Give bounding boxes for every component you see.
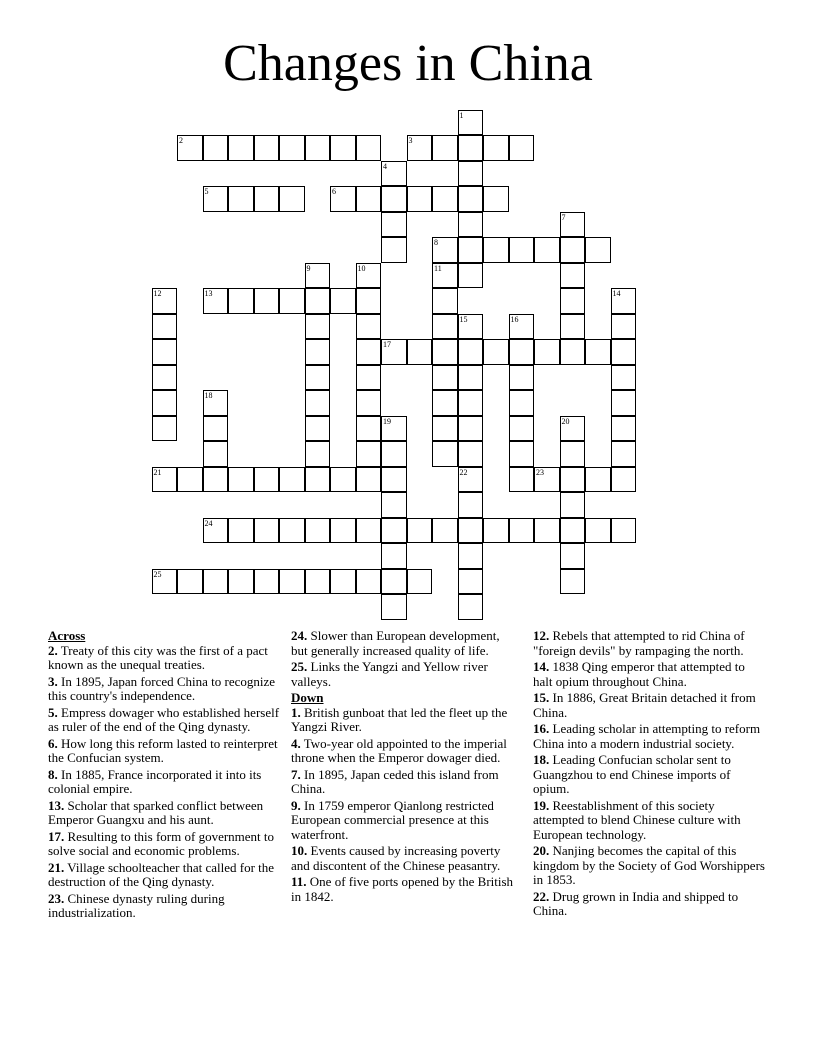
grid-cell[interactable] [458,416,484,442]
grid-cell[interactable] [203,441,229,467]
grid-cell[interactable] [560,441,586,467]
clue-item-number: 18. [533,752,550,767]
clue-item [533,799,765,843]
clue-item-number: 6. [48,735,58,751]
grid-cell[interactable] [560,518,586,544]
clue-item [533,660,765,689]
grid-cell[interactable] [203,416,229,442]
clue-item [533,691,765,720]
clue-item-text: Events caused by increasing poverty and discontent of the Chinese peasantry. [291,843,501,873]
grid-cell[interactable] [458,161,484,187]
grid-cell[interactable] [381,441,407,467]
clue-item-number: 15. [533,690,550,705]
grid-cell[interactable] [407,339,433,365]
clue-item-text: Chinese dynasty ruling during industrialization. [48,890,225,920]
grid-cell[interactable] [458,339,484,365]
clue-item-text: In 1886, Great Britain detached it from China. [533,690,756,720]
grid-cell[interactable] [330,186,356,212]
grid-cell[interactable] [509,135,535,161]
grid-cell[interactable] [203,186,229,212]
grid-cell[interactable] [560,569,586,595]
grid-cell[interactable] [203,467,229,493]
clue-item [533,844,765,888]
grid-cell[interactable] [152,365,178,391]
clue-number: 6 [332,187,336,196]
clue-number: 17 [383,340,391,349]
grid-cell[interactable] [432,314,458,340]
grid-cell[interactable] [177,135,203,161]
grid-cell[interactable] [356,135,382,161]
grid-cell[interactable] [458,543,484,569]
grid-cell[interactable] [560,543,586,569]
clue-number: 21 [153,467,162,477]
grid-cell[interactable] [483,339,509,365]
grid-cell[interactable] [228,569,254,595]
grid-cell[interactable] [203,518,229,544]
page-title: Changes in China [223,35,593,92]
clue-item [291,875,516,904]
clue-item-text: Links the Yangzi and Yellow river valleys. [291,659,488,689]
down-heading: Down [291,690,324,705]
clue-item-text: In 1895, Japan forced China to recognize this country's independence. [48,673,276,703]
clue-item [48,706,282,735]
grid-cell[interactable] [330,135,356,161]
grid-cell[interactable] [432,186,458,212]
grid-cell[interactable] [305,135,331,161]
clue-item [533,753,765,797]
clue-number: 15 [459,314,468,324]
grid-cell[interactable] [585,237,611,263]
clues-column-2 [291,629,516,906]
grid-cell[interactable] [432,416,458,442]
clue-item [291,768,516,797]
grid-cell[interactable] [152,569,178,595]
clue-item-number: 21. [48,859,65,875]
grid-cell[interactable] [279,467,305,493]
grid-cell[interactable] [305,263,331,289]
grid-cell[interactable] [458,110,484,136]
clue-item-number: 12. [533,628,550,643]
grid-cell[interactable] [432,263,458,289]
grid-cell[interactable] [330,288,356,314]
clue-item [291,737,516,766]
grid-cell[interactable] [203,288,229,314]
clue-item [533,722,765,751]
grid-cell[interactable] [458,212,484,238]
grid-cell[interactable] [381,339,407,365]
grid-cell[interactable] [356,365,382,391]
grid-cell[interactable] [356,416,382,442]
clue-item-number: 23. [48,890,65,906]
grid-cell[interactable] [458,467,484,493]
grid-cell[interactable] [356,314,382,340]
grid-cell[interactable] [279,518,305,544]
grid-cell[interactable] [407,135,433,161]
grid-cell[interactable] [305,288,331,314]
grid-cell[interactable] [203,569,229,595]
grid-cell[interactable] [305,518,331,544]
clue-item-text: Leading Confucian scholar sent to Guangzhou to end Chinese imports of opium. [533,752,731,796]
clue-item-text: Treaty of this city was the first of a pact known as the unequal treaties. [48,642,268,672]
grid-cell[interactable] [381,237,407,263]
grid-cell[interactable] [254,569,280,595]
grid-cell[interactable] [152,339,178,365]
grid-cell[interactable] [381,518,407,544]
grid-cell[interactable] [560,314,586,340]
grid-cell[interactable] [152,467,178,493]
clue-item-number: 9. [291,797,301,813]
clue-number: 12 [153,289,162,298]
grid-cell[interactable] [381,161,407,187]
clue-item-number: 3. [48,673,58,689]
grid-cell[interactable] [611,441,637,467]
clue-number: 23 [536,467,544,477]
grid-cell[interactable] [432,237,458,263]
grid-cell[interactable] [611,365,637,391]
clue-number: 20 [561,416,570,426]
clue-item-text: In 1885, France incorporated it into its colonial empire. [48,766,262,796]
grid-cell[interactable] [509,365,535,391]
clue-number: 22 [459,467,468,477]
clue-item-number: 19. [533,797,550,813]
grid-cell[interactable] [228,288,254,314]
grid-cell[interactable] [407,518,433,544]
grid-cell[interactable] [254,135,280,161]
grid-cell[interactable] [611,314,637,340]
clue-item-text: Slower than European development, but generally increased quality of life. [291,628,500,658]
grid-cell[interactable] [560,263,586,289]
clue-item-text: Village schoolteacher that called for the destruction of the Qing dynasty. [48,859,275,889]
grid-cell[interactable] [611,339,637,365]
clue-number: 16 [510,314,519,324]
clue-item [533,629,765,658]
grid-cell[interactable] [279,569,305,595]
grid-cell[interactable] [509,441,535,467]
grid-cell[interactable] [381,492,407,518]
clue-item-number: 2. [48,642,58,658]
grid-cell[interactable] [228,518,254,544]
clue-item [533,890,765,919]
grid-cell[interactable] [509,416,535,442]
clue-item-text: Leading scholar in attempting to reform China into a modern industrial society. [533,721,761,751]
clue-item [291,706,516,735]
grid-cell[interactable] [407,186,433,212]
grid-cell[interactable] [509,314,535,340]
clue-number: 13 [204,289,213,298]
clue-item [48,861,282,890]
clue-number: 8 [434,238,438,247]
grid-cell[interactable] [254,186,280,212]
clue-item [48,830,282,859]
grid-cell[interactable] [611,416,637,442]
grid-cell[interactable] [254,518,280,544]
grid-cell[interactable] [356,263,382,289]
grid-cell[interactable] [356,288,382,314]
grid-cell[interactable] [254,467,280,493]
clue-item-number: 13. [48,797,65,813]
clue-item [48,892,282,921]
grid-cell[interactable] [534,467,560,493]
clue-number: 1 [459,110,464,120]
clue-item-text: Resulting to this form of government to solve social and economic problems. [48,828,275,858]
clue-number: 10 [357,263,366,273]
grid-cell[interactable] [509,467,535,493]
clue-number: 24 [204,518,213,528]
grid-cell[interactable] [381,186,407,212]
grid-cell[interactable] [509,390,535,416]
grid-cell[interactable] [330,518,356,544]
grid-cell[interactable] [585,518,611,544]
clue-item-number: 14. [533,659,550,674]
grid-cell[interactable] [432,365,458,391]
grid-cell[interactable] [432,518,458,544]
grid-cell[interactable] [483,186,509,212]
clue-item-number: 1. [291,704,301,720]
grid-cell[interactable] [458,365,484,391]
grid-cell[interactable] [611,518,637,544]
grid-cell[interactable] [279,186,305,212]
clues-column-1 [48,629,282,923]
grid-cell[interactable] [432,288,458,314]
grid-cell[interactable] [356,390,382,416]
grid-cell[interactable] [305,569,331,595]
clue-item [48,799,282,828]
grid-cell[interactable] [611,390,637,416]
clue-number: 9 [306,263,311,273]
clue-item-number: 22. [533,888,550,904]
grid-cell[interactable] [458,518,484,544]
clue-item-text: Drug grown in India and shipped to China. [533,888,739,918]
grid-cell[interactable] [330,569,356,595]
grid-cell[interactable] [279,288,305,314]
across-heading: Across [48,628,86,643]
clue-number: 11 [434,263,442,273]
grid-cell[interactable] [458,569,484,595]
clue-number: 19 [383,416,391,426]
grid-cell[interactable] [152,288,178,314]
clue-item-number: 25. [291,659,308,674]
grid-cell[interactable] [534,518,560,544]
grid-cell[interactable] [203,390,229,416]
grid-cell[interactable] [560,237,586,263]
clue-item-number: 17. [48,828,65,844]
grid-cell[interactable] [305,314,331,340]
grid-cell[interactable] [560,492,586,518]
grid-cell[interactable] [432,441,458,467]
grid-cell[interactable] [611,288,637,314]
grid-cell[interactable] [203,135,229,161]
clue-item [48,737,282,766]
grid-cell[interactable] [152,416,178,442]
clue-number: 3 [408,136,413,145]
grid-cell[interactable] [152,390,178,416]
clue-number: 18 [204,391,213,400]
clue-item [291,799,516,843]
grid-cell[interactable] [458,237,484,263]
grid-cell[interactable] [509,237,535,263]
grid-cell[interactable] [254,288,280,314]
clue-item-number: 4. [291,735,301,751]
clue-item-text: Empress dowager who established herself as ruler of the end of the Qing dynasty. [48,704,280,734]
clue-item [48,675,282,704]
grid-cell[interactable] [177,467,203,493]
grid-cell[interactable] [483,518,509,544]
clue-item-number: 24. [291,628,308,643]
clue-number: 5 [204,187,209,196]
grid-cell[interactable] [228,135,254,161]
clue-item-text: How long this reform lasted to reinterpret the Confucian system. [48,735,278,765]
grid-cell[interactable] [305,467,331,493]
grid-cell[interactable] [432,339,458,365]
clue-item-number: 10. [291,843,308,858]
grid-cell[interactable] [483,135,509,161]
clue-item-number: 5. [48,704,58,720]
grid-cell[interactable] [356,186,382,212]
clue-number: 14 [612,289,621,298]
grid-cell[interactable] [305,416,331,442]
grid-cell[interactable] [509,339,535,365]
grid-cell[interactable] [611,467,637,493]
grid-cell[interactable] [560,212,586,238]
grid-cell[interactable] [381,467,407,493]
grid-cell[interactable] [381,543,407,569]
grid-cell[interactable] [509,518,535,544]
clue-item-text: Scholar that sparked conflict between Emperor Guangxu and his aunt. [48,797,264,827]
clue-number: 4 [383,161,387,171]
grid-cell[interactable] [177,569,203,595]
clue-item-text: Nanjing becomes the capital of this kingdom by the Society of God Worshippers in 1853. [533,843,765,887]
clue-item-number: 7. [291,766,301,782]
grid-cell[interactable] [458,492,484,518]
grid-cell[interactable] [585,339,611,365]
clues-column-3 [533,629,765,921]
grid-cell[interactable] [381,569,407,595]
clue-item-text: 1838 Qing emperor that attempted to halt opium throughout China. [533,659,745,689]
clue-item-text: British gunboat that led the fleet up the Yangzi River. [291,704,508,734]
clue-item [291,629,516,658]
clue-item-text: In 1895, Japan ceded this island from China. [291,766,499,796]
clue-item-text: One of five ports opened by the British in 1842. [291,874,514,904]
grid-cell[interactable] [432,135,458,161]
grid-cell[interactable] [381,594,407,620]
grid-cell[interactable] [279,135,305,161]
grid-cell[interactable] [381,416,407,442]
grid-cell[interactable] [330,467,356,493]
clue-item-number: 11. [291,874,307,889]
clue-item [48,768,282,797]
grid-cell[interactable] [152,314,178,340]
clue-item-number: 8. [48,766,58,782]
grid-cell[interactable] [585,467,611,493]
clue-number: 7 [561,212,566,222]
clue-item [48,644,282,673]
grid-cell[interactable] [560,339,586,365]
grid-cell[interactable] [560,467,586,493]
clue-number: 2 [179,136,183,145]
clue-item-number: 20. [533,843,550,858]
grid-cell[interactable] [305,441,331,467]
clue-item-text: In 1759 emperor Qianlong restricted European commercial presence at this waterfront. [291,797,494,842]
grid-cell[interactable] [458,390,484,416]
clue-item-text: Two-year old appointed to the imperial throne when the Emperor dowager died. [291,735,507,765]
grid-cell[interactable] [356,518,382,544]
grid-cell[interactable] [560,288,586,314]
clue-number: 25 [153,569,162,579]
clue-item [291,660,516,689]
grid-cell[interactable] [534,339,560,365]
grid-cell[interactable] [534,237,560,263]
grid-cell[interactable] [356,467,382,493]
grid-cell[interactable] [458,263,484,289]
grid-cell[interactable] [305,365,331,391]
grid-cell[interactable] [483,237,509,263]
grid-cell[interactable] [356,441,382,467]
grid-cell[interactable] [560,416,586,442]
grid-cell[interactable] [356,339,382,365]
clue-item-text: Reestablishment of this society attempted to blend Chinese culture with European technology. [533,797,741,842]
clue-item [291,844,516,873]
grid-cell[interactable] [458,441,484,467]
grid-cell[interactable] [305,390,331,416]
grid-cell[interactable] [458,594,484,620]
clue-item-text: Rebels that attempted to rid China of "foreign devils" by rampaging the north. [533,628,745,658]
grid-cell[interactable] [228,467,254,493]
clue-item-number: 16. [533,721,550,736]
grid-cell[interactable] [356,569,382,595]
grid-cell[interactable] [458,186,484,212]
grid-cell[interactable] [305,339,331,365]
grid-cell[interactable] [228,186,254,212]
grid-cell[interactable] [458,135,484,161]
grid-cell[interactable] [407,569,433,595]
grid-cell[interactable] [432,390,458,416]
grid-cell[interactable] [458,314,484,340]
grid-cell[interactable] [381,212,407,238]
